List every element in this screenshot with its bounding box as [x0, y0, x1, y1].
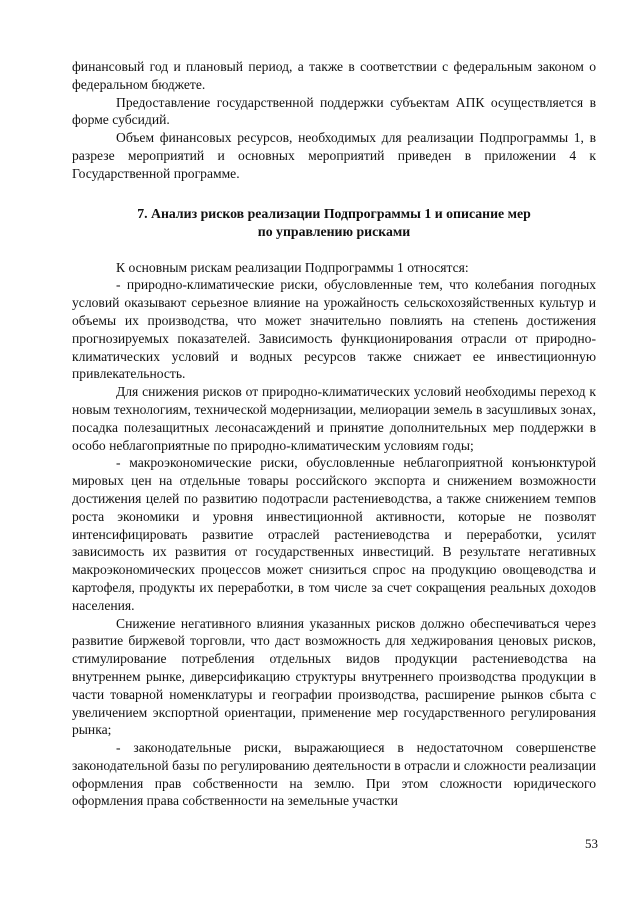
page-number: 53	[585, 836, 598, 851]
section-heading	[72, 205, 596, 241]
paragraph: Для снижения рисков от природно-климатических условий необходимы переход к новым технологиям, технической модернизации, мелиорации земель в засушливых зонах, посадка полезащитных лесонасаждений и принятие дополнительных мер поддержки в особо неблагоприятные по природно-климатическим условиям годы;	[72, 384, 596, 453]
paragraph: - природно-климатические риски, обусловленные тем, что колебания погодных условий оказывают серьезное влияние на урожайность сельскохозяйственных культур и объемы их производства, что может значительно повлиять на степень достижения прогнозируемых показателей. Зависимость функционирования отрасли от природно-климатических условий и водных ресурсов также снижает ее инвестиционную привлекательность.	[72, 277, 596, 382]
paragraph: Снижение негативного влияния указанных рисков должно обеспечиваться через развитие биржевой торговли, что даст возможность для хеджирования ценовых рисков, стимулирование потребления отдельных видов продукции растениеводства на внутреннем рынке, диверсификацию структуры внутреннего производства продукции в части товарной номенклатуры и географии производства, расширение рынков сбыта с увеличением экспортной ориентации, применение мер государственного регулирования рынка;	[72, 615, 596, 738]
paragraph: Предоставление государственной поддержки субъектам АПК осуществляется в форме субсидий.	[72, 94, 596, 128]
page-content	[72, 58, 596, 810]
paragraph: Объем финансовых ресурсов, необходимых для реализации Подпрограммы 1, в разрезе мероприятий и основных мероприятий приведен в приложении 4 к Государственной программе.	[72, 130, 596, 181]
paragraph: финансовый год и плановый период, а также в соответствии с федеральным законом о федеральном бюджете.	[72, 59, 596, 92]
section-heading-line: по управлению рисками	[257, 223, 411, 239]
paragraph: К основным рискам реализации Подпрограммы 1 относятся:	[116, 259, 469, 275]
paragraph: - законодательные риски, выражающиеся в недостаточном совершенстве законодательной базы по регулированию деятельности в отрасли и сложности реализации оформления прав собственности на землю. При этом сложности юридического оформления права собственности на земельные участки	[72, 740, 596, 809]
section-heading-line: 7. Анализ рисков реализации Подпрограммы 1 и описание мер	[137, 205, 531, 221]
paragraph: - макроэкономические риски, обусловленные неблагоприятной конъюнктурой мировых цен на отдельные товары российского экспорта и снижением возможности достижения целей по развитию подотрасли растениеводства, а также снижением темпов роста экономики и уровня инвестиционной активности, которые не позволят интенсифицировать развитие отраслей растениеводства и переработки, усилят зависимость их развития от государственных инвестиций. В результате негативных макроэкономических процессов может снизиться спрос на продукцию овощеводства и картофеля, продукты их переработки, в том числе за счет сокращения реальных доходов населения.	[72, 455, 596, 613]
